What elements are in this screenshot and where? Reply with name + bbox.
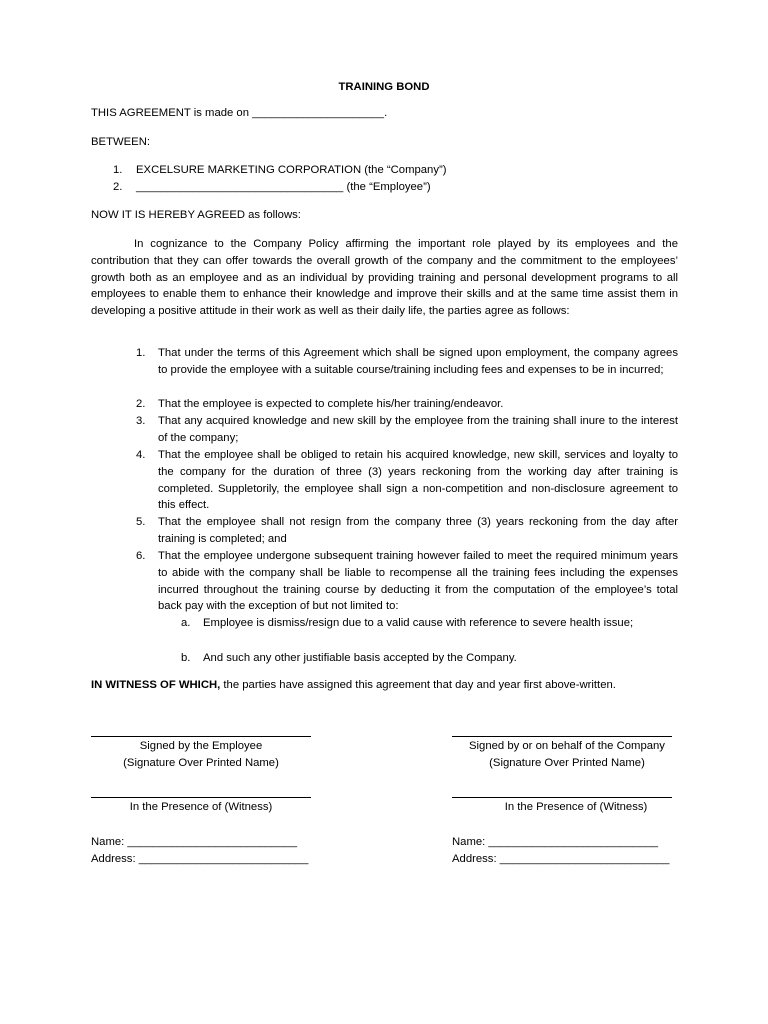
employee-signature-line [91,736,311,737]
witness-clause-bold: IN WITNESS OF WHICH, [91,679,221,691]
term-number: 4. [136,449,146,461]
between-heading: BETWEEN: [91,136,150,148]
witness-signature-line-left [91,797,311,798]
policy-paragraph: In cognizance to the Company Policy affirming the important role played by its employees and the contribution that they can offer towards the overall growth of the company and the commitment to the employees’ growth both as an employee and as an individual by providing training and personal development programs to all employees to enable them to enhance their knowledge and improve their skills and at the same time assist them in developing a positive attitude in their work as well as their daily life, the parties agree as follows: [91,238,678,318]
exception-item: Employee is dismiss/resign due to a valid cause with reference to severe health issue; [203,617,634,629]
term-number: 5. [136,516,146,528]
term-number: 6. [136,550,146,562]
witness-name-left: Name: ___________________________ [91,836,298,848]
term-item: That any acquired knowledge and new skill by the employee from the training shall inure to the interest of the company; [158,415,678,444]
term-number: 3. [136,415,146,427]
term-item: That the employee shall not resign from the company three (3) years reckoning from the day after training is completed; and [158,516,678,545]
party-employee: _________________________________ (the “Employee”) [136,181,431,193]
agreement-date-line: THIS AGREEMENT is made on _____________________. [91,107,388,119]
witness-label-left: In the Presence of (Witness) [129,801,273,813]
employee-signature-note: (Signature Over Printed Name) [123,757,279,769]
witness-clause [91,678,616,692]
company-signature-caption: Signed by or on behalf of the Company [469,740,665,752]
term-number: 2. [136,398,146,410]
term-item: That under the terms of this Agreement which shall be signed upon employment, the company agrees to provide the employee with a suitable course/training including fees and expenses to be in incurred; [158,347,678,376]
employee-signature-caption: Signed by the Employee [139,740,263,752]
agreed-heading: NOW IT IS HEREBY AGREED as follows: [91,209,301,221]
witness-name-right: Name: ___________________________ [452,836,659,848]
exception-letter: a. [181,617,191,629]
exception-item: And such any other justifiable basis accepted by the Company. [203,652,517,664]
term-item: That the employee undergone subsequent training however failed to meet the required minimum years to abide with the company shall be liable to recompense all the training fees including the expenses incurred throughout the training course by deducting it from the computation of the employee’s total back pay with the exception of but not limited to: [158,550,678,613]
exception-letter: b. [181,652,191,664]
witness-clause-text: the parties have assigned this agreement that day and year first above-written. [220,679,616,691]
witness-address-left: Address: ___________________________ [91,853,309,865]
party-company: EXCELSURE MARKETING CORPORATION (the “Company”) [136,164,447,176]
party-number: 1. [113,164,123,176]
company-signature-note: (Signature Over Printed Name) [489,757,645,769]
term-item: That the employee is expected to complete his/her training/endeavor. [158,398,504,410]
witness-address-right: Address: ___________________________ [452,853,670,865]
party-number: 2. [113,181,123,193]
term-number: 1. [136,347,146,359]
witness-signature-line-right [452,797,672,798]
company-signature-line [452,736,672,737]
term-item: That the employee shall be obliged to retain his acquired knowledge, new skill, services and loyalty to the company for the duration of three (3) years reckoning from the working day after training is completed. Suppletorily, the employee shall sign a non-competition and non-disclosure agreement to this effect. [158,449,678,512]
document-title: TRAINING BOND [338,81,430,93]
witness-label-right: In the Presence of (Witness) [504,801,648,813]
